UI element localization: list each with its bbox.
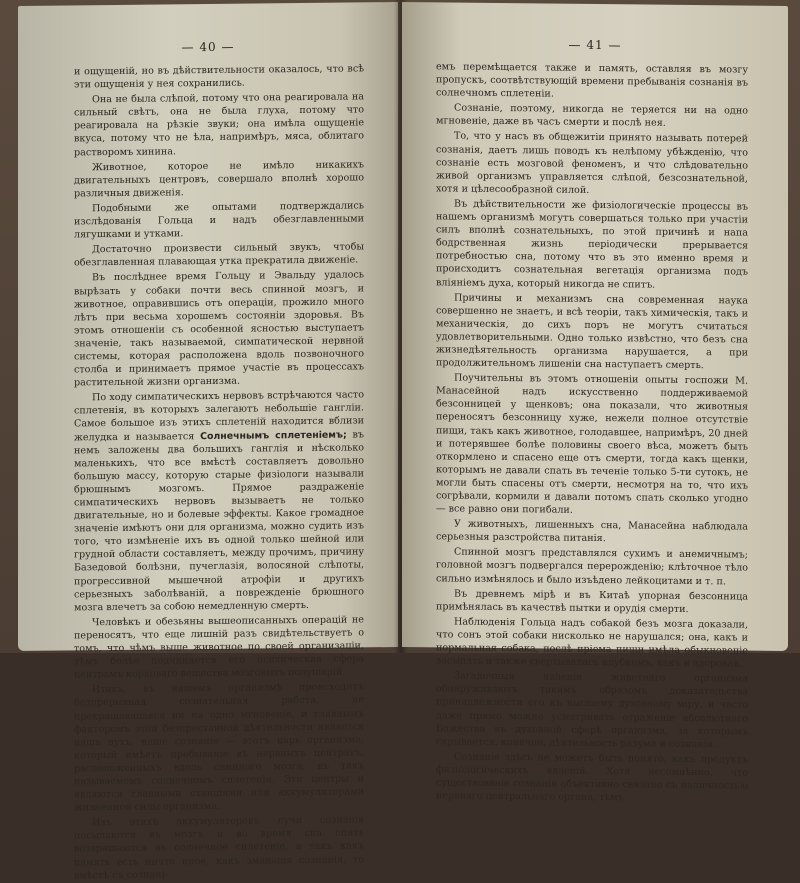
paragraph-text: Спинной мозгъ представлялся сухимъ и анемичнымъ; головной мозгъ подвергался перерожденію; клѣточное тѣло сильно измѣнялось и было изъѣдено лейкоцитами и т. п. <box>436 546 748 587</box>
paragraph <box>74 389 364 615</box>
paragraph-text: Сознаніе здѣсь не можетъ быть понято, какъ продуктъ физіологическихъ явленій. Хотя несомнѣнно, что существованіе сознанія объективно связано съ наличностью нервнаго центральнаго органа, тѣмъ <box>436 751 748 804</box>
paragraph <box>74 814 364 883</box>
paragraph <box>74 91 364 160</box>
paragraph-text: Причины и механизмъ сна современная наука совершенно не знаетъ, и всѣ теоріи, такъ химическія, такъ и механическія, до сихъ поръ не могутъ считаться удовлетворительными. Одно только извѣстно, что безъ сна жизнедѣятельность организма нарушается, а при продолжительномъ лишеніи сна наступаетъ смерть. <box>436 292 748 372</box>
paragraph-text: Подобными же опытами подтверждались изслѣдованія Гольца и надъ обезглавленными лягушками и утками. <box>74 200 364 241</box>
paragraph-text: Наблюденія Гольца надъ собакой безъ мозга доказали, что сонъ этой собаки нисколько не нарушался; она, какъ и нормальная собака, послѣ пріема пищи имѣла обыкновеніе засыпать и также свертывалась клубкомъ, какъ и здоровая. <box>436 616 748 670</box>
paragraph <box>436 670 748 752</box>
paragraph-text: У животныхъ, лишенныхъ сна, Манасейна наблюдала серьезныя разстройства питанія. <box>436 518 748 545</box>
paragraph-text: Животное, которое не имѣло никакихъ двигательныхъ центровъ, совершало вполнѣ хорошо различныя движенія. <box>74 159 364 200</box>
paragraph <box>436 546 748 589</box>
paragraph-text: Человѣкъ и обезьяны вышеописанныхъ операцій не переносятъ, что еще лишній разъ свидѣтельствуетъ о томъ, что чѣмъ выше животное по своей организаціи, тѣмъ болѣе подчиняется его психическая сфера центрамъ корковаго вещества мозговыхъ полушарій. <box>74 614 364 681</box>
paragraph <box>74 269 364 390</box>
paragraph-text: емъ перемѣщается также и память, оставляя въ мозгу пропускъ, соотвѣтствующій времени пребыванія сознанія въ солнечномъ сплетеніи. <box>436 61 748 100</box>
paragraph <box>74 158 364 200</box>
paragraph-text: Достаточно произвести сильный звукъ, чтобы обезглавленная плавающая утка прекратила движеніе. <box>74 241 364 269</box>
paragraph <box>436 102 748 131</box>
paragraph <box>74 199 364 241</box>
paragraph <box>436 615 748 671</box>
paragraph <box>436 587 748 616</box>
paragraph <box>74 681 364 815</box>
paragraph <box>74 613 364 682</box>
paragraph <box>436 130 748 199</box>
right-page <box>402 2 788 804</box>
paragraph <box>436 371 748 518</box>
page-number-right: — 41 — <box>568 37 622 53</box>
paragraph <box>74 62 364 91</box>
paragraph-text: Въ древнемъ мірѣ и въ Китаѣ упорная безсонница примѣнялась въ качествѣ пытки и орудія смерти. <box>436 588 748 615</box>
paragraph-text: Загадочныя явленія животнаго организма обнаруживаютъ такимъ образомъ доказательства принадлежности его къ высшему духовному міру, и часто даже прямо можно усматривать отраженіе абсолютнаго Божества въ духовной сферѣ организма, за которымъ скрывается, конечно, дѣятельность разума и сознанія. <box>436 670 748 750</box>
paragraph-text: Въ дѣйствительности же физіологическіе процессы въ нашемъ организмѣ могутъ совершаться только при участіи силъ вполнѣ сознательныхъ, по этой причинѣ и напа бодрственная жизнь періодически прерывается потребностью сна, потому что въ это именно время и происходитъ сознательная вегетація организма подъ вліяніемъ духа, который никогда не спитъ. <box>436 198 748 291</box>
paragraph-text: Итакъ, въ нашемъ организмѣ происходитъ безпрерывная сознательная работа, не прекращающаяся ни на одно мгновеніе, и главнымъ факторомъ этой безпрестанной дѣятельности является нашъ духъ, наше сознаніе — этотъ царь организма, который имѣетъ пребываніе въ нервныхъ центрахъ, расположенныхъ вдоль спинного мозга, въ такъ называемомъ солнечномъ сплетеніи. Эти центры и являются главными станціями или аккумуляторами жизненной силы организма. <box>74 681 364 814</box>
paragraph <box>436 518 748 547</box>
paragraph-text: То, что у насъ въ общежитіи принято называть потерей сознанія, даетъ лишь поводъ къ нелѣпому убѣжденію, что сознаніе есть мозговой феноменъ, и что слѣдовательно живой организмъ управляется слѣпой, безсознательной, хотя и цѣлесообразной силой. <box>436 130 748 196</box>
paragraph <box>436 60 748 103</box>
bold-term: Солнечнымъ сплетеніемъ; <box>200 429 347 442</box>
left-page <box>18 2 398 882</box>
page-number-left: — 40 — <box>181 39 235 55</box>
paragraph-text: Сознаніе, поэтому, никогда не теряется ни на одно мгновеніе, даже въ часъ смерти и послѣ нея. <box>436 102 748 130</box>
paragraph <box>436 291 748 373</box>
paragraph <box>436 750 748 806</box>
paragraph-text: По ходу симпатическихъ нервовъ встрѣчаются часто сплетенія, въ которыхъ залегаютъ небольшіе гангліи. Самое большое изъ этихъ сплетеній находится вблизи желудка и называется <box>74 389 364 443</box>
right-page-text <box>402 60 788 806</box>
paragraph <box>436 197 748 292</box>
paragraph <box>74 241 364 270</box>
paragraph-text: въ немъ заложены два большихъ ганглія и нѣсколько маленькихъ, что все вмѣстѣ составляетъ довольно большую массу, которую старые физіологи называли брюшнымъ мозгомъ. Прямое раздраженіе симпатическихъ нервовъ вызываетъ не только двигательные, но и болевые эффекты. Какое громадное значеніе имѣютъ они для организма, можно судить изъ того, что измѣненіе ихъ въ одной только шейной или грудной области составляетъ, между прочимъ, причину Базедовой болѣзни, пучеглазія, волосяной слѣпоты, прогрессивной мышечной атрофіи и другихъ серьезныхъ заболѣваній, а поврежденіе брюшного мозга влечетъ за собою немедленную смерть. <box>74 428 365 614</box>
paragraph-text: и ощущеній, но въ дѣйствительности оказалось, что всѣ эти ощущенія у нея сохранились. <box>74 63 364 91</box>
paragraph-text: Поучительны въ этомъ отношеніи опыты госпожи М. Манасейной надъ искусственно поддерживаемой безсонницей у щенковъ; она показали, что животныя переносятъ безсонницу хуже, нежели полное отсутствіе пищи, такъ какъ животное, голодавшее, напримѣръ, 20 дней и потерявшее болѣе половины своего вѣса, можетъ быть откормлено и спасено еще отъ смерти, тогда какъ щенки, которымъ не давали спать въ теченіе только 5-ти сутокъ, не могли быть спасены отъ смерти, несмотря на то, что ихъ согрѣвали, кормили и давали потомъ спать сколько угодно — все равно они погибали. <box>436 372 748 516</box>
paragraph-text: Изъ этихъ аккумуляторовъ лучи сознанія посылаются въ мозгъ и во время сна опять возвращаются въ солнечное сплетеніе, а такъ какъ память есть ничто иное, какъ эманація сознанія, то вмѣстѣ съ сознані- <box>74 814 364 882</box>
paragraph-text: Въ послѣднее время Гольцу и Эвальду удалось вырѣзать у собаки почти весь спинной мозгъ, и животное, оправившись отъ операціи, прожило много лѣтъ при весьма хорошемъ состояніи здоровья. Въ этомъ отношеніи съ особенной ясностью выступаетъ значеніе, такъ называемой, симпатической нервной системы, которая расположена вдоль позвоночного столба и принимаетъ прямое участіе въ процессахъ растительной жизни организма. <box>74 269 364 389</box>
paragraph-text: Она не была слѣпой, потому что она реагировала на сильный свѣтъ, она не была глуха, потому что реагировала на рѣзкіе звуки; она имѣла ощущеніе вкуса, потому что не ѣла, напримѣръ, мяса, облитаго растворомъ хинина. <box>74 91 364 158</box>
left-page-text <box>18 62 398 883</box>
